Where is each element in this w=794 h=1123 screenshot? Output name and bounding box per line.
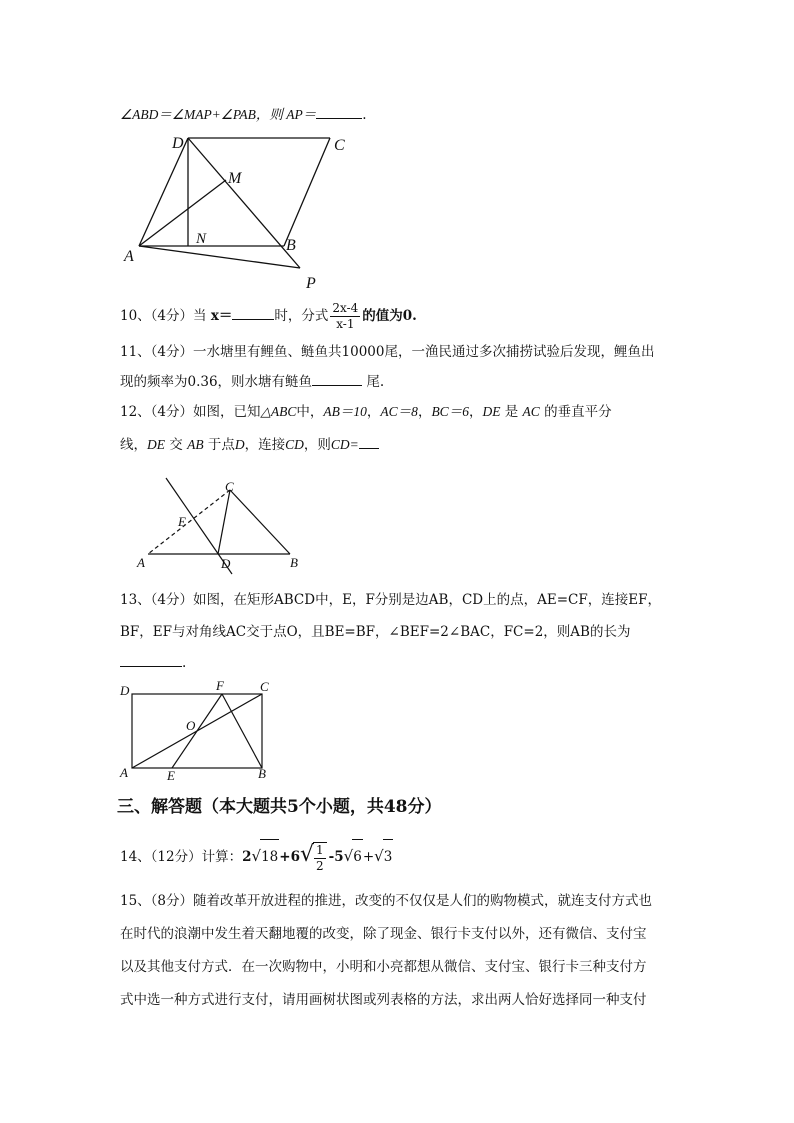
q9-label-a: A (124, 248, 134, 265)
q12-seg-ca (148, 490, 230, 554)
q14-radicand-4: 3 (383, 839, 394, 874)
q12-intro: 12、（4分）如图，已知 (120, 404, 261, 420)
q9-label-n: N (196, 231, 207, 247)
q10-fraction-denominator: x-1 (336, 317, 355, 331)
q12-text-xian: 线， (120, 437, 147, 453)
q13-label-d: D (120, 683, 130, 698)
q11-line2 (120, 371, 384, 392)
q12-text-jiao: 交 (169, 437, 183, 453)
q12-de: DE (482, 404, 501, 419)
q12-bc-value: BC＝6 (431, 404, 469, 419)
q12-text-yudian: 于点 (207, 437, 235, 453)
sqrt-icon: √ (343, 847, 354, 865)
q9-label-b: B (286, 237, 296, 254)
q11-line1: 11、（4分）一水塘里有鲤鱼、鲢鱼共10000尾，一渔民通过多次捕捞试验后发现，鲤鱼出 (120, 344, 655, 360)
q9-expression: ∠ABD＝∠MAP+∠PAB，则 AP＝ (120, 107, 317, 122)
q9-answer-line (120, 104, 367, 125)
q13-label-b: B (258, 766, 266, 781)
q12-ab-value: AB＝10 (323, 404, 367, 419)
q10-variable: x＝ (210, 308, 233, 324)
q15-line3: 以及其他支付方式．在一次购物中，小明和小亮都想从微信、支付宝、银行卡三种支付方 (120, 959, 647, 975)
q14 (120, 838, 393, 874)
q13-label-c: C (260, 679, 269, 694)
q13-seg-ef (172, 694, 222, 768)
q12-ac-value: AC＝8 (380, 404, 418, 419)
q9-seg-ap (139, 246, 300, 268)
q14-plus: + (362, 849, 375, 865)
q9-seg-da (139, 138, 188, 246)
q13-label-f: F (216, 678, 224, 693)
q10-fraction-numerator: 2x-4 (332, 301, 359, 315)
q12-text-zhong: 中， (296, 404, 324, 420)
q10-mid-text: 时，分式 (274, 308, 329, 324)
q9-label-m: M (228, 170, 242, 187)
q12-seg-cb (230, 490, 290, 554)
q13-answer-blank[interactable] (120, 652, 182, 667)
q13-label-o: O (186, 718, 196, 733)
q9-seg-dp (188, 138, 300, 268)
q13-line3 (120, 652, 186, 673)
q9-label-d: D (172, 135, 184, 152)
q12-triangle: △ABC (260, 404, 297, 419)
q13-label-e: E (167, 768, 175, 783)
q12-ac: AC (522, 404, 540, 419)
q13-line2: BF，EF与对角线AC交于点O，且BE=BF，∠BEF=2∠BAC，FC=2，则AB的长为 (120, 624, 631, 640)
q9-label-c: C (334, 137, 345, 154)
q14-fraction-denominator: 2 (316, 858, 324, 873)
q12-text-ze: ，则 (303, 437, 331, 453)
q9-figure (120, 128, 345, 293)
q10-end: 的值为0. (362, 308, 417, 324)
sqrt-icon: √ (251, 847, 262, 865)
q10-answer-blank[interactable] (232, 305, 274, 320)
q11-answer-blank[interactable] (312, 371, 362, 386)
q11-line2-start: 现的频率为0.36，则水塘有鲢鱼 (120, 374, 313, 390)
q12-label-c: C (225, 479, 234, 494)
q12-ab: AB (187, 437, 204, 452)
q12-text-bisector: 的垂直平分 (544, 404, 612, 420)
q13-period: . (182, 655, 187, 671)
q9-period: . (362, 107, 367, 123)
q12-answer-blank[interactable] (359, 434, 379, 449)
q15-line2: 在时代的浪潮中发生着天翻地覆的改变，除了现金、银行卡支付以外，还有微信、支付宝 (120, 926, 647, 942)
q13-label-a: A (120, 765, 128, 780)
q12-line2 (120, 434, 379, 455)
q12-label-d: D (221, 556, 231, 571)
q9-label-p: P (306, 275, 316, 292)
q12-text-lianjie: ，连接 (244, 437, 286, 453)
q10 (120, 301, 417, 332)
q13-figure (116, 678, 286, 783)
q13-line1: 13、（4分）如图，在矩形ABCD中，E，F分别是边AB，CD上的点，AE=CF，连接EF， (120, 592, 661, 608)
q15-line1: 15、（8分）随着改革开放进程的推进，改变的不仅仅是人们的购物模式，就连支付方式也 (120, 893, 653, 909)
q14-coef-2: +6 (279, 849, 300, 865)
q12-text-shi: 是 (504, 404, 519, 420)
q9-answer-blank[interactable] (316, 104, 362, 119)
q14-prefix: 14、（12分）计算： (120, 849, 243, 865)
q14-fraction-numerator: 1 (316, 842, 324, 857)
q10-fraction (330, 301, 360, 332)
q12-figure (130, 476, 310, 576)
q12-label-b: B (290, 555, 298, 570)
q12-line1: 12、（4分）如图，已知△ABC中，AB＝10，AC＝8，BC＝6，DE 是 AC 的垂直平分 (120, 404, 612, 420)
q12-seg-cd (218, 490, 230, 554)
q15-line4: 式中选一种方式进行支付，请用画树状图或列表格的方法，求出两人恰好选择同一种支付 (120, 992, 647, 1008)
section-3-title: 三、解答题（本大题共5个小题，共48分） (117, 797, 442, 817)
q12-point-d: D (234, 437, 245, 452)
sqrt-icon: √ (299, 842, 315, 867)
q12-label-e: E (178, 514, 186, 529)
q12-label-a: A (137, 555, 145, 570)
q14-coef-1: 2 (242, 849, 252, 865)
sqrt-icon: √ (374, 847, 384, 865)
q14-radicand-1: 18 (260, 839, 279, 874)
q12-de-2: DE (147, 437, 165, 452)
q9-seg-cb (284, 138, 330, 246)
q14-radicand-3: 6 (352, 839, 363, 874)
q12-cd: CD (285, 437, 304, 452)
q9-seg-am (139, 180, 226, 246)
q14-fraction (313, 842, 327, 874)
q14-coef-3: -5 (328, 849, 344, 865)
q10-number: 10、（4分）当 (120, 308, 207, 324)
q12-cd-eq: CD= (330, 437, 359, 452)
q11-line2-end: 尾. (366, 374, 385, 390)
